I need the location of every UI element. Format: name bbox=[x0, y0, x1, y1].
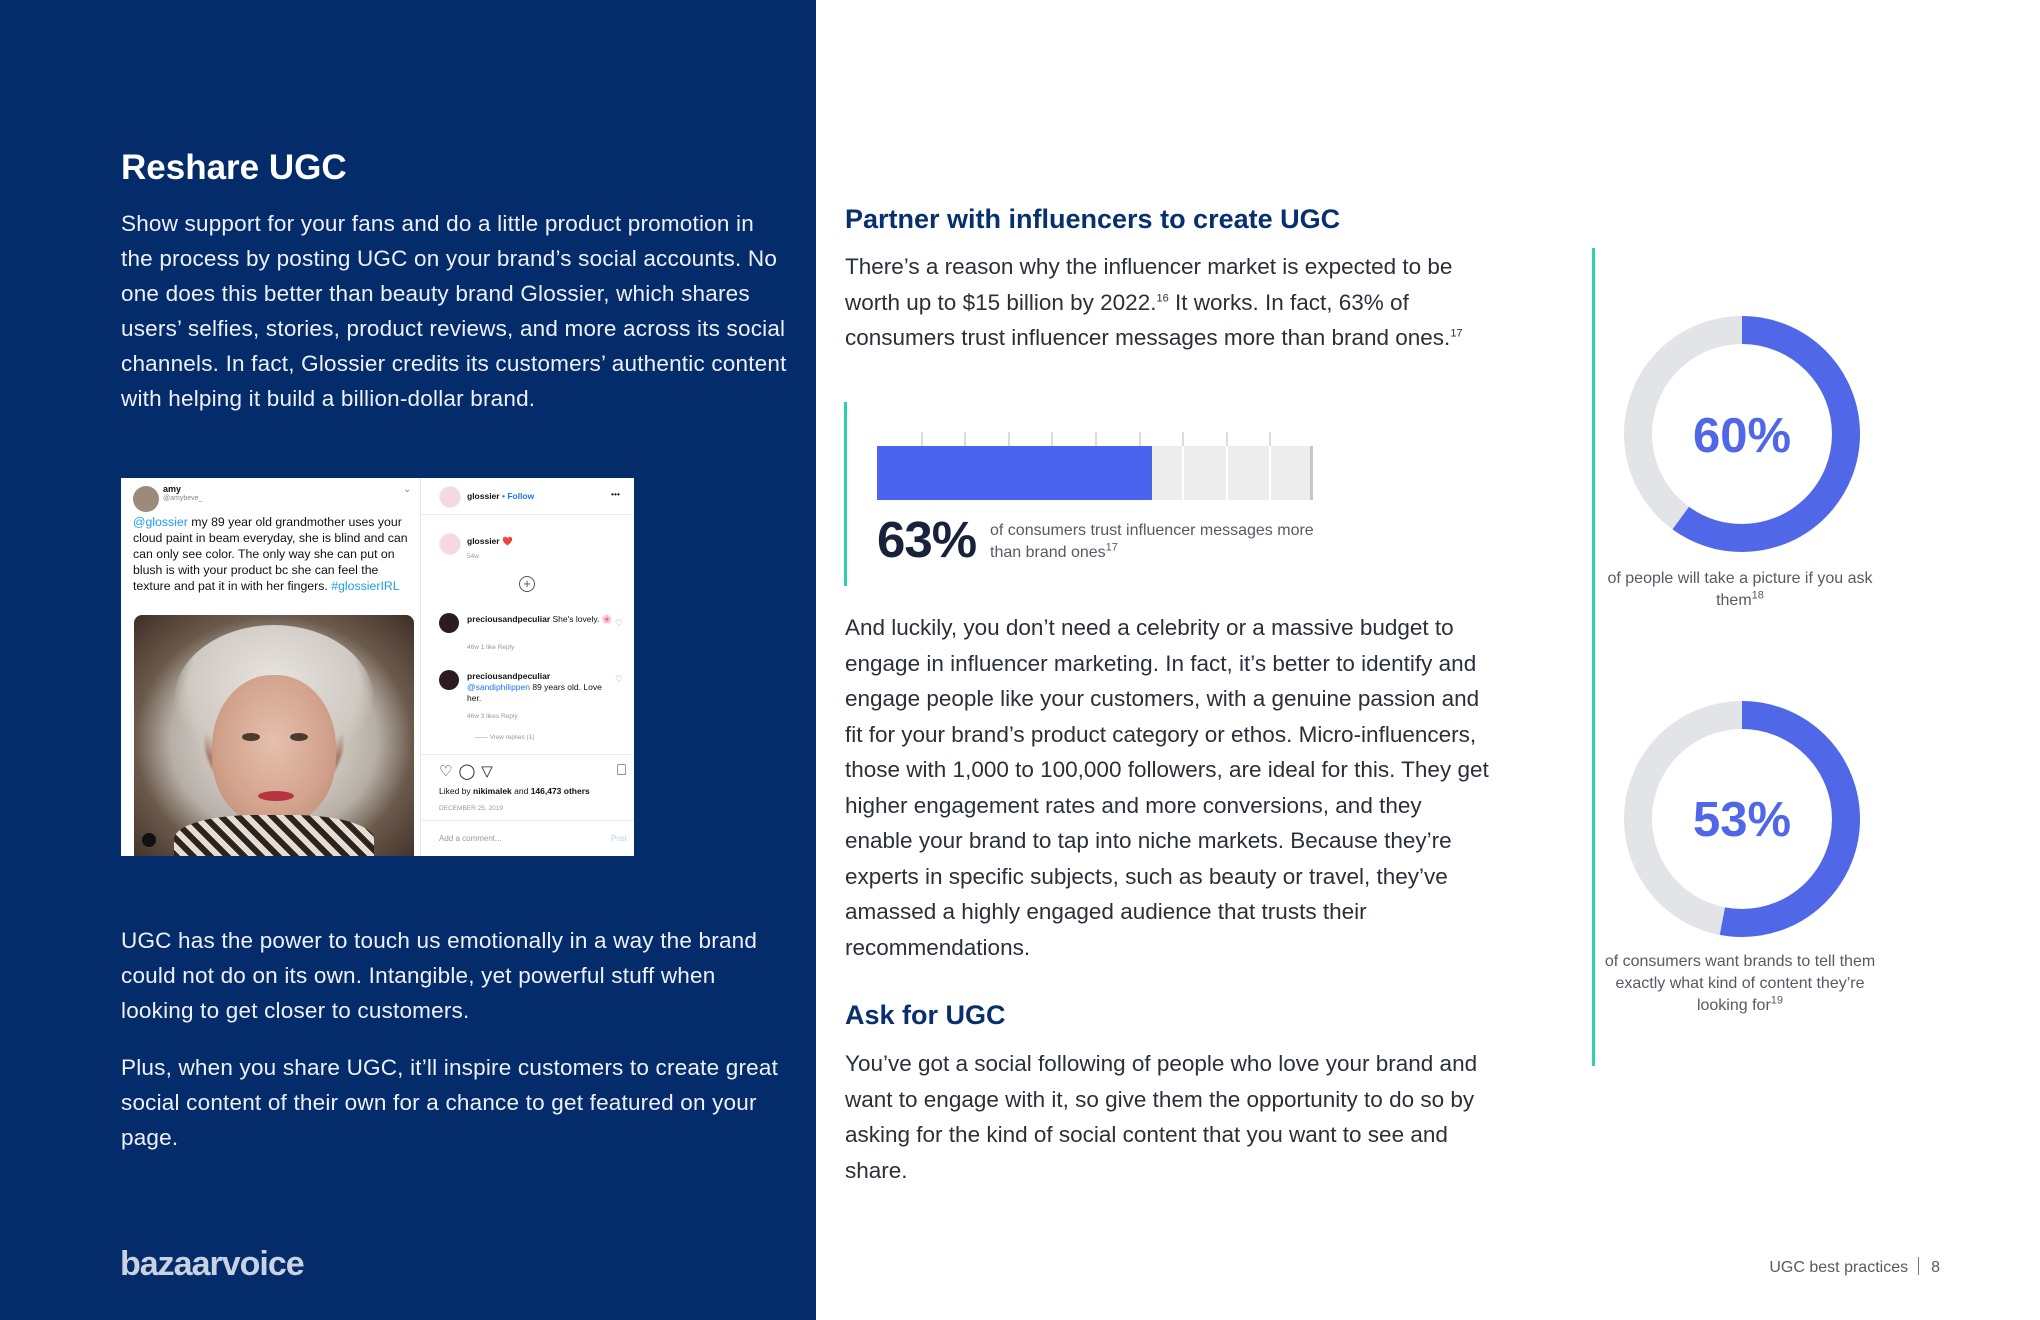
tweet-mention: @glossier bbox=[133, 515, 188, 529]
glossier-avatar bbox=[439, 486, 461, 508]
page-footer bbox=[1769, 1257, 1940, 1277]
bar-tick bbox=[1139, 432, 1141, 446]
comment-icon[interactable]: ◯ bbox=[458, 763, 482, 780]
likes-user: nikimalek bbox=[473, 786, 512, 796]
bar-tick bbox=[1008, 432, 1010, 446]
donut-caption-53 bbox=[1595, 951, 1885, 1017]
heart-emoji: ❤️ bbox=[501, 536, 513, 546]
add-comment-input[interactable]: Add a comment... bbox=[439, 834, 502, 843]
stat-caption-text: of consumers trust influencer messages more than brand ones bbox=[990, 522, 1314, 561]
influencers-paragraph-2: And luckily, you don’t need a celebrity or a massive budget to engage in influencer marketing. In fact, it’s better to identify and engage people like your customers, with a genuine passion and fit for your brand’s product category or ethos. Micro-influencers, those with 1,000 to 100,000 followers, are ideal for this. They get higher engagement rates and more conversions, and they enable your brand to tap into niche markets. Because they’re experts in specific subjects, such as beauty or travel, they’ve amassed a highly engaged audience that trusts their recommendations. bbox=[845, 615, 1489, 960]
bar-fill bbox=[877, 446, 1152, 500]
photo-eye bbox=[290, 733, 308, 741]
tweet-text bbox=[133, 514, 415, 594]
comment-text: 89 years old. Love her. bbox=[467, 682, 602, 703]
divider bbox=[421, 514, 634, 515]
bar-tick bbox=[964, 432, 966, 446]
comment-mention[interactable]: @sandiphilippen bbox=[467, 682, 530, 692]
photo-face bbox=[212, 675, 336, 825]
footnote-17: 17 bbox=[1105, 541, 1118, 554]
divider bbox=[421, 820, 634, 821]
donut-caption-text: of consumers want brands to tell them exactly what kind of content they’re looking for bbox=[1604, 953, 1876, 1014]
divider bbox=[421, 754, 634, 755]
footnote-16: 16 bbox=[1156, 292, 1169, 304]
view-replies-link[interactable]: —— View replies (1) bbox=[475, 734, 535, 741]
likes-and: and bbox=[511, 786, 531, 796]
likes-prefix: Liked by bbox=[439, 786, 474, 796]
like-heart-icon[interactable]: ♡ bbox=[615, 674, 624, 684]
caption bbox=[467, 536, 513, 547]
donut-caption-60 bbox=[1595, 568, 1885, 612]
bar-tick bbox=[921, 432, 923, 446]
more-options-icon[interactable]: ••• bbox=[611, 489, 620, 499]
caption-user: glossier bbox=[467, 536, 500, 546]
photo-lips bbox=[258, 791, 294, 801]
stat-accent-line bbox=[844, 402, 847, 586]
footer-label: UGC best practices bbox=[1769, 1259, 1909, 1276]
user-icon bbox=[142, 833, 156, 847]
instagram-post-screenshot bbox=[121, 478, 634, 856]
reshare-intro-paragraph: Show support for your fans and do a little product promotion in the process by posting UGC on your brand’s social accounts. No one does this better than beauty brand Glossier, which shares users’ selfies, stories, product reviews, and more across its social channels. In fact, Glossier credits its customers’ authentic content with helping it build a billion-dollar brand. bbox=[121, 211, 787, 411]
donut-label-53: 53% bbox=[1692, 793, 1792, 847]
photo-collar bbox=[174, 815, 374, 856]
tweet-handle: @amybeve_ bbox=[163, 495, 203, 502]
commenter-avatar bbox=[439, 613, 459, 633]
stat-caption bbox=[990, 520, 1330, 564]
ugc-inspire-paragraph: Plus, when you share UGC, it’ll inspire customers to create great social content of their own for a chance to get featured on your page. bbox=[121, 1055, 779, 1150]
commenter-avatar bbox=[439, 670, 459, 690]
share-icon[interactable]: ▽ bbox=[481, 763, 499, 780]
bar-tick bbox=[1095, 432, 1097, 446]
bar-tick bbox=[1051, 432, 1053, 446]
caption-time: 54w bbox=[467, 553, 479, 560]
heart-icon[interactable]: ♡ bbox=[439, 763, 459, 780]
comment-meta: 46w 3 likes Reply bbox=[467, 713, 518, 720]
bar-tick bbox=[1182, 432, 1184, 446]
footer-divider bbox=[1918, 1257, 1919, 1275]
glossier-avatar bbox=[439, 533, 461, 555]
bar-tick-inner bbox=[1269, 446, 1271, 500]
post-date: DECEMBER 25, 2019 bbox=[439, 805, 503, 812]
post-button[interactable]: Post bbox=[611, 834, 628, 843]
comment-2 bbox=[467, 671, 617, 704]
section-title-reshare-ugc: Reshare UGC bbox=[121, 148, 347, 187]
p1-text-a: There’s a reason why the influencer market is expected to be worth up to $15 billion by 2022. bbox=[845, 254, 1453, 315]
tweet-avatar bbox=[133, 486, 159, 512]
instagram-comments-pane bbox=[421, 478, 634, 856]
comment-user: preciousandpeculiar bbox=[467, 671, 551, 681]
ugc-emotion-paragraph: UGC has the power to touch us emotionally in a way the brand could not do on its own. Intangible, yet powerful stuff when looking to get closer to customers. bbox=[121, 928, 758, 1023]
comment-user: preciousandpeculiar bbox=[467, 614, 551, 624]
donut-label-60: 60% bbox=[1692, 409, 1792, 463]
influencers-paragraph-1 bbox=[845, 249, 1485, 356]
p1-text-b: It works. In fact, 63% of consumers trust influencer messages more than brand ones. bbox=[845, 289, 1451, 350]
bookmark-icon[interactable]: ⎕ bbox=[617, 762, 627, 779]
bazaarvoice-logo: bazaarvoice bbox=[120, 1245, 304, 1283]
bar-tick-inner bbox=[1226, 446, 1228, 500]
photo-eye bbox=[242, 733, 260, 741]
footnote-17: 17 bbox=[1450, 327, 1463, 340]
post-account bbox=[467, 491, 534, 501]
tweet-name: amy bbox=[163, 484, 182, 494]
left-panel bbox=[0, 0, 816, 1320]
bar-tick bbox=[1226, 432, 1228, 446]
influencer-trust-bar-chart bbox=[877, 432, 1313, 500]
follow-link[interactable]: • Follow bbox=[501, 491, 535, 501]
footnote-19: 19 bbox=[1770, 994, 1784, 1007]
comment-1 bbox=[467, 614, 617, 625]
tweet-hashtag: #glossierIRL bbox=[331, 579, 400, 593]
comment-meta: 46w 1 like Reply bbox=[467, 644, 515, 651]
action-icons bbox=[439, 762, 499, 780]
footnote-18: 18 bbox=[1751, 589, 1764, 602]
likes-line bbox=[439, 786, 590, 796]
page-number: 8 bbox=[1931, 1259, 1940, 1276]
bar-tick-inner bbox=[1182, 446, 1184, 500]
chevron-down-icon: ⌄ bbox=[403, 484, 412, 495]
comment-text: She's lovely. 🌸 bbox=[550, 614, 613, 624]
grandmother-photo bbox=[134, 615, 414, 856]
stat-value: 63% bbox=[877, 511, 977, 568]
influencers-heading: Partner with influencers to create UGC bbox=[845, 204, 1341, 234]
sidebar-accent-line bbox=[1592, 248, 1595, 1066]
ask-paragraph: You’ve got a social following of people who love your brand and want to engage with it, so give them the opportunity to do so by asking for the kind of social content that you want to see and share. bbox=[845, 1051, 1478, 1183]
bar-tick bbox=[1269, 432, 1271, 446]
tweet-body: my 89 year old grandmother uses your cloud paint in beam everyday, she is blind and can can only see color. The only way she can put on blush is with your product bc she can feel the texture and pat it in with her fingers. bbox=[133, 515, 408, 593]
add-circle-icon[interactable]: + bbox=[519, 576, 535, 592]
donut-caption-text: of people will take a picture if you ask them bbox=[1607, 570, 1873, 609]
likes-count: 146,473 others bbox=[530, 786, 590, 796]
like-heart-icon[interactable]: ♡ bbox=[615, 618, 624, 628]
account-name: glossier bbox=[467, 491, 500, 501]
ask-heading: Ask for UGC bbox=[845, 1000, 1006, 1030]
tweet-card bbox=[121, 478, 421, 856]
